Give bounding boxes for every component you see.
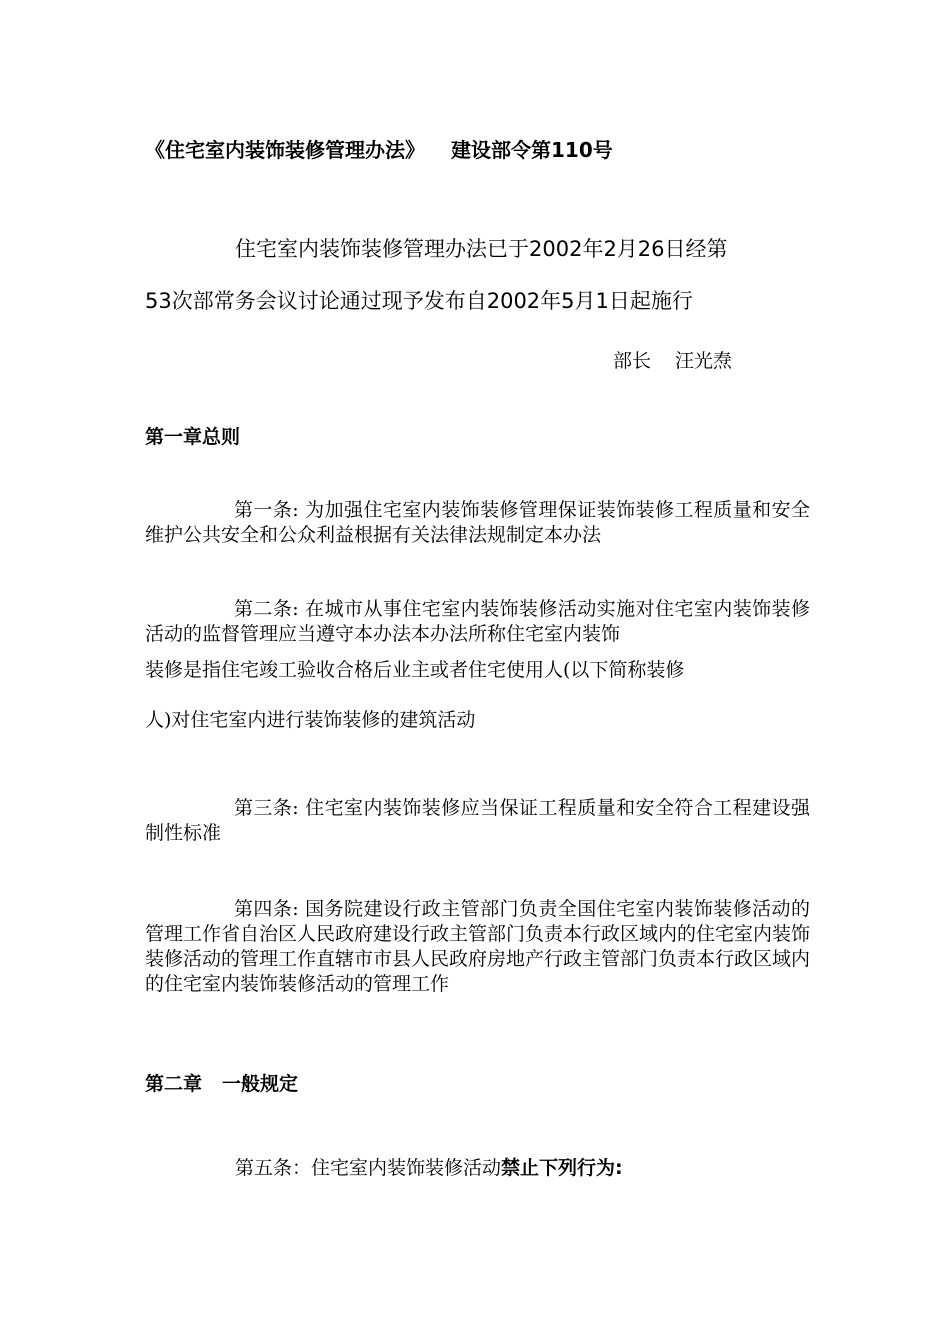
chapter-1-heading: 第一章总则 bbox=[145, 426, 241, 448]
decree-text-line-2: 53次部常务会议讨论通过现予发布自2002年5月1日起施行 bbox=[145, 289, 693, 313]
decree-text-line-1: 住宅室内装饰装修管理办法已于2002年2月26日经第 bbox=[235, 237, 728, 261]
article-2-line-3: 装修是指住宅竣工验收合格后业主或者住宅使用人(以下简称装修 bbox=[145, 659, 685, 681]
chapter-2-heading bbox=[145, 1070, 298, 1098]
article-5-prefix: 第五条：住宅室内装饰装修活动 bbox=[235, 1157, 502, 1179]
article-5 bbox=[235, 1156, 623, 1181]
title-decree-number: 建设部令第110号 bbox=[451, 138, 613, 162]
document-title bbox=[145, 136, 613, 164]
article-2-part-1: 第二条: 在城市从事住宅室内装饰装修活动实施对住宅室内装饰装修活动的监督管理应当遵守本办法本办法所称住宅室内装饰 bbox=[145, 598, 810, 645]
article-3: 第三条: 住宅室内装饰装修应当保证工程质量和安全符合工程建设强制性标准 bbox=[145, 797, 810, 844]
chapter-2-number: 第二章 bbox=[145, 1073, 203, 1095]
signature bbox=[613, 347, 732, 375]
signature-role: 部长 bbox=[613, 350, 652, 372]
chapter-2-title: 一般规定 bbox=[222, 1073, 299, 1095]
article-1: 第一条: 为加强住宅室内装饰装修管理保证装饰装修工程质量和安全维护公共安全和公众利益根据有关法律法规制定本办法 bbox=[145, 499, 810, 546]
article-4: 第四条: 国务院建设行政主管部门负责全国住宅室内装饰装修活动的管理工作省自治区人民政府建设行政主管部门负责本行政区域内的住宅室内装饰装修活动的管理工作直辖市市县人民政府房地产行政主管部门负责本行政区域内的住宅室内装饰装修活动的管理工作 bbox=[145, 898, 811, 995]
article-2-line-4: 人)对住宅室内进行装饰装修的建筑活动 bbox=[145, 709, 476, 731]
title-law-name: 《住宅室内装饰装修管理办法》 bbox=[145, 138, 425, 162]
article-5-emphasis: 禁止下列行为: bbox=[501, 1157, 623, 1179]
signature-name: 汪光焘 bbox=[675, 350, 733, 372]
